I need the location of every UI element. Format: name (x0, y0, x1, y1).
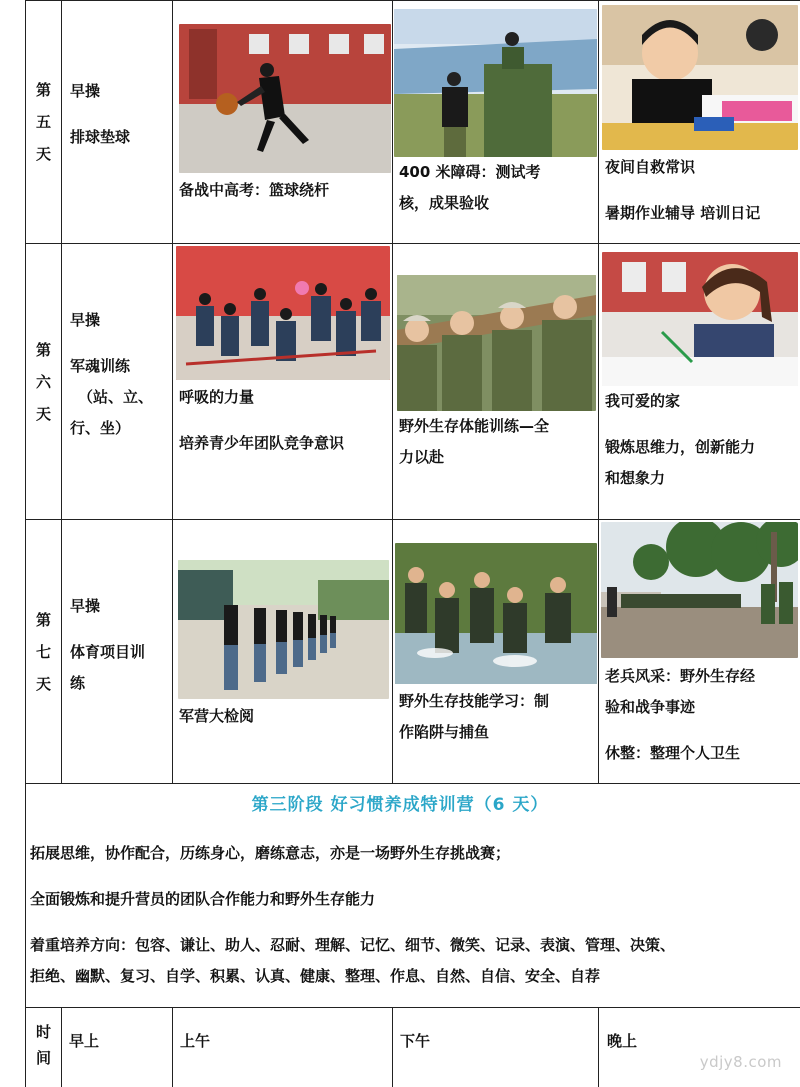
day-label-char: 第 (35, 340, 51, 359)
morning-line: 早操 (70, 82, 101, 100)
team-balloon-game-photo (176, 246, 390, 380)
stage-line: 全面锻炼和提升营员的团队合作能力和野外生存能力 (30, 890, 376, 908)
caption-line: 野外生存技能学习：制 (399, 692, 550, 710)
grid-line (25, 783, 800, 784)
caption-line: 力以赴 (399, 448, 445, 466)
caption-line: 锻炼思维力，创新能力 (605, 438, 756, 456)
activity-caption (393, 686, 598, 748)
morning-line: 行、坐） (70, 419, 131, 437)
activity-caption (599, 661, 800, 769)
morning-line: （站、立、 (78, 388, 154, 406)
morning-line: 早操 (70, 311, 101, 329)
stage-line: 着重培养方向：包容、谦让、助人、忍耐、理解、记忆、细节、微笑、记录、表演、管理、决策、 (30, 936, 676, 954)
morning-activity (62, 305, 172, 444)
activity-caption (393, 157, 598, 219)
site-watermark: ydjy8.com (699, 1053, 782, 1071)
stage-line: 拓展思维，协作配合，历练身心，磨练意志，亦是一场野外生存挑战赛； (30, 844, 511, 862)
day-label-char: 第 (35, 81, 51, 99)
stage-description (30, 930, 792, 992)
child-writing-photo (602, 5, 798, 150)
grid-line (61, 1007, 62, 1087)
caption-line: 老兵风采：野外生存经 (605, 667, 756, 685)
day-label (26, 244, 61, 519)
grid-line (25, 519, 800, 520)
caption-line: 我可爱的家 (605, 392, 681, 410)
veteran-talk-photo (601, 522, 798, 658)
activity-caption (173, 382, 392, 459)
grid-line (172, 1007, 173, 1087)
caption-line: 呼吸的力量 (179, 388, 255, 406)
grid-line (598, 1007, 599, 1087)
caption-line: 军营大检阅 (179, 707, 255, 725)
activity-caption (599, 386, 800, 494)
activity-caption (393, 411, 598, 473)
caption-line: 核，成果验收 (399, 194, 490, 212)
day-label-char: 六 (35, 372, 51, 391)
morning-line: 早操 (70, 597, 101, 615)
day-label-char: 天 (35, 674, 51, 693)
grid-line (25, 1007, 800, 1008)
time-header-char: 间 (35, 1049, 51, 1067)
basketball-dribble-photo (179, 24, 391, 173)
forenoon-header: 上午 (180, 1032, 211, 1050)
activity-caption (599, 152, 800, 229)
morning-line: 排球垫球 (70, 128, 131, 146)
caption-line: 休整：整理个人卫生 (605, 744, 741, 762)
time-header (26, 1010, 61, 1080)
caption-line: 暑期作业辅导 培训日记 (605, 204, 761, 222)
wall-climb-photo (394, 9, 597, 157)
morning-activity (62, 76, 172, 153)
caption-line: 验和战争事迹 (605, 698, 696, 716)
day-label-char: 第 (35, 610, 51, 629)
caption-line: 作陷阱与捕鱼 (399, 723, 490, 741)
activity-caption (173, 175, 392, 206)
caption-line: 和想象力 (605, 469, 666, 487)
caption-line: 培养青少年团队竞争意识 (179, 434, 345, 452)
evening-header: 晚上 (607, 1032, 638, 1050)
girl-drawing-photo (602, 252, 798, 386)
stage-description (30, 884, 792, 915)
stage-title: 第三阶段 好习惯养成特训营（6 天） (251, 795, 549, 815)
morning-line: 军魂训练 (70, 357, 131, 375)
morning-line: 体育项目训 (70, 643, 146, 661)
day-label-char: 七 (35, 642, 51, 661)
grid-line (392, 1007, 393, 1087)
day-label (26, 520, 61, 783)
caption-line: 野外生存体能训练—全 (399, 417, 550, 435)
caption-line: 备战中高考：篮球绕杆 (179, 181, 330, 199)
grid-line (392, 0, 393, 783)
caption-line: 400 米障碍：测试考 (399, 163, 541, 181)
time-header-char: 时 (35, 1023, 51, 1041)
morning-line: 练 (70, 674, 86, 692)
morning-header: 早上 (69, 1032, 100, 1050)
activity-caption (173, 701, 392, 732)
day-label (26, 1, 61, 243)
day-label-char: 五 (35, 113, 51, 131)
grid-line (25, 243, 800, 244)
log-carry-photo (397, 275, 596, 411)
afternoon-header: 下午 (400, 1032, 431, 1050)
stage-line: 拒绝、幽默、复习、自学、积累、认真、健康、整理、作息、自然、自信、安全、自荐 (30, 967, 601, 985)
day-label-char: 天 (35, 145, 51, 163)
caption-line: 夜间自救常识 (605, 158, 696, 176)
stream-fishing-photo (395, 543, 597, 684)
parade-line-photo (178, 560, 389, 699)
stage-description (30, 838, 792, 869)
grid-line (25, 0, 800, 1)
morning-activity (62, 591, 172, 699)
day-label-char: 天 (35, 404, 51, 423)
